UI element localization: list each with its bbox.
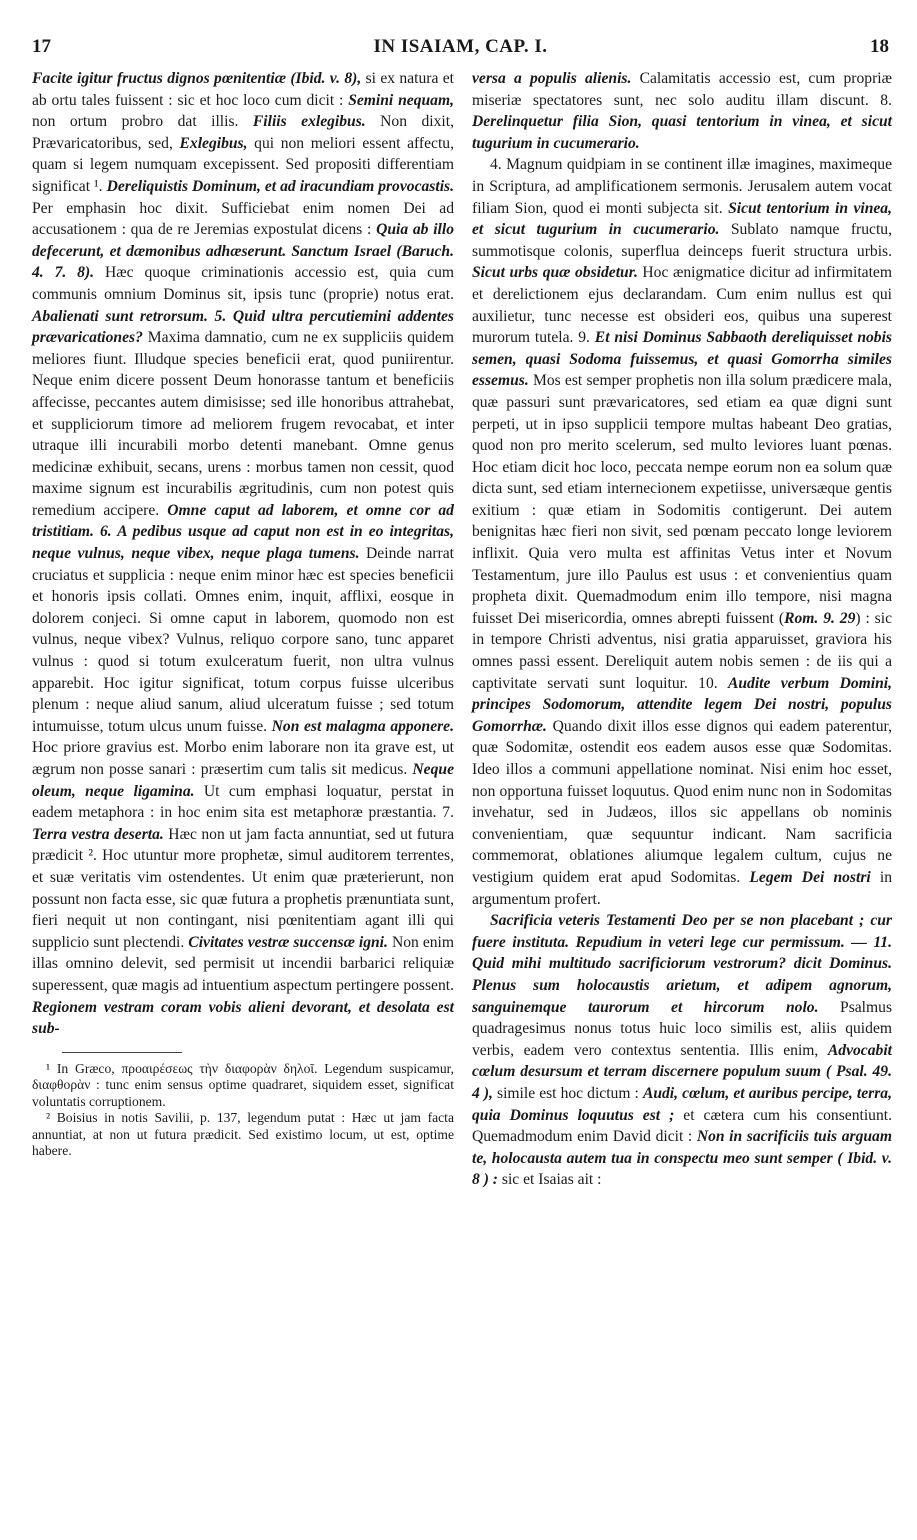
- commentary-text: et cætera cum his consentiunt. Quemadmodum enim David dicit :: [472, 1106, 892, 1146]
- quoted-scripture: Quia ab illo defecerunt, et dæmonibus adhæserunt. Sanctum Israel (Baruch. 4. 7. 8).: [32, 221, 455, 282]
- footnote-2: ² Boisius in notis Savilii, p. 137, legendum putat : Hæc ut jam facta annuntiat, at non ut futura prædicit. Sed existimo locum, ut est, optime habere.: [32, 1110, 454, 1159]
- running-title: IN ISAIAM, CAP. I.: [373, 36, 548, 57]
- quoted-scripture: Civitates vestræ succensæ igni.: [188, 933, 388, 951]
- quoted-scripture: Regionem vestram coram vobis alieni devorant, et desolata est sub-: [32, 998, 454, 1038]
- commentary-text: qui non meliori essent affectu, quam si legem numquam excepissent. Sed propositi differentiam significat ¹.: [32, 134, 454, 195]
- commentary-text: Non enim illas omnino delevit, sed permisit ut incendii barbarici reliquiæ superessent, quæ magis ad intuentium aspectum pertingere possent.: [32, 933, 454, 994]
- commentary-text: sic et Isaias ait :: [497, 1171, 602, 1189]
- quoted-scripture: Dereliquistis Dominum, et ad iracundiam provocastis.: [106, 177, 454, 195]
- left-page-number: 17: [32, 36, 51, 57]
- left-column: [32, 68, 454, 1160]
- quoted-scripture: Sacrificia veteris Testamenti Deo per se non placebant ; cur fuere instituta. Repudium in veteri lege cur permissum. — 11. Quid mihi multitudo sacrificiorum vestrorum? dicit Dominus. Plenus sum holocaustis arietum, et adipem agnorum, sanguinemque taurorum et hircorum nolo.: [472, 912, 892, 1016]
- right-column-text: [472, 68, 892, 1191]
- quoted-scripture: Semini nequam,: [348, 91, 454, 109]
- commentary-text: Hæc quoque criminationis accessio est, quia cum communis omnium Dominus sit, ipsis tunc (proprie) notus erat.: [32, 264, 454, 303]
- commentary-text: simile est hoc dictum :: [492, 1084, 643, 1102]
- right-column: [472, 68, 892, 1191]
- quoted-scripture: Non est malagma apponere.: [271, 717, 454, 735]
- commentary-text: Hoc ænigmatice dicitur ad infirmitatem et derelictionem ejus declarandam. Cum enim nullus est qui auxilietur, tunc necesse est obsideri eos, quibus una superest murorum tutela. 9.: [472, 264, 892, 347]
- quoted-scripture: Et nisi Dominus Sabbaoth dereliquisset nobis semen, quasi Sodoma fuissemus, et quasi Gomorrha similes essemus.: [472, 329, 892, 390]
- left-column-text: [32, 68, 454, 1040]
- commentary-text: Non dixit, Prævaricatoribus, sed,: [32, 113, 454, 152]
- quoted-scripture: versa a populis alienis.: [472, 70, 632, 87]
- quoted-scripture: Derelinquetur filia Sion, quasi tentorium in vinea, et sicut tugurium in cucumerario.: [472, 113, 892, 152]
- commentary-text: Psalmus quadragesimus nonus totus huic loco similis est, aliis quidem verbis, eadem vero contextus sententia. Illis enim,: [472, 998, 893, 1059]
- commentary-text: Maxima damnatio, cum ne ex suppliciis quidem meliores fiunt. Illudque species beneficii erat, quod puniirentur. Neque enim dicere possent Deum honorasse tantum et beneficiis affecisse, peccantes autem dimisisse; sed ille honoribus attrahebat, et suppliciorum timore ad meliorem frugem revocabat, et inter utraque illi incurabili morbo detenti manebant. Omne genus medicinæ exhibuit, secans, urens : morbus tamen non cessit, quod maxime signum est incurabilis ægritudinis, cum non potest quis remedium accipere.: [32, 329, 454, 519]
- page-header: [32, 36, 889, 60]
- quoted-scripture: Abalienati sunt retrorsum. 5. Quid ultra percutiemini addentes prævaricationes?: [32, 307, 454, 347]
- quoted-scripture: Rom. 9. 29: [784, 609, 856, 627]
- commentary-text: 4. Magnum quidpiam in se continent illæ imagines, maximeque in Scriptura, ad amplificationem sermonis. Jerusalem autem vocat filiam Sion, quod ei monti subjecta sit.: [472, 156, 892, 217]
- quoted-scripture: Filiis exlegibus.: [252, 113, 366, 131]
- quoted-scripture: Exlegibus,: [179, 134, 248, 152]
- footnote-1: ¹ In Græco, προαιρέσεως τὴν διαφορὰν δηλοῖ. Legendum suspicamur, διαφθορὰν : tunc enim sensus optime quadraret, siquidem esset, significat voluntatis corruptionem.: [32, 1060, 454, 1109]
- commentary-text: Hoc priore gravius est. Morbo enim laborare non ita grave est, ut ægrum non posse sanari : præsertim cum talis sit medicus.: [32, 739, 454, 778]
- quoted-scripture: Advocabit cœlum desursum et terram discernere populum suum ( Psal. 49. 4 ),: [472, 1041, 892, 1102]
- right-column-paragraph: [472, 68, 892, 154]
- left-column-paragraph: [32, 68, 454, 1040]
- quoted-scripture: Audi, cœlum, et auribus percipe, terra, quia Dominus loquutus est ;: [472, 1084, 892, 1124]
- quoted-scripture: Omne caput ad laborem, et omne cor ad tristitiam. 6. A pedibus usque ad caput non est in eo integritas, neque vulnus, neque vibex, neque plaga tumens.: [32, 501, 454, 563]
- quoted-scripture: Legem Dei nostri: [749, 868, 871, 886]
- commentary-text: in argumentum profert.: [472, 868, 892, 908]
- quoted-scripture: Sicut tentorium in vinea, et sicut tugurium in cucumerario.: [472, 199, 892, 239]
- footnotes: [32, 1061, 454, 1160]
- quoted-scripture: Facite igitur fructus dignos pœnitentiæ (Ibid. v. 8),: [32, 70, 362, 87]
- commentary-text: Hæc non ut jam facta annuntiat, sed ut futura prædicit ². Hoc utuntur more prophetæ, simul auditorem terrentes, et suæ veritatis vim ostendentes. Ut enim quæ præterierunt, non possunt non facta esse, sic quæ futura a prophetis prænuntiata sunt, fieri nequit ut non contingant, nisi pœnitentiam agant illi qui supplicio sunt plectendi.: [32, 825, 454, 951]
- quoted-scripture: Audite verbum Domini, principes Sodomorum, attendite legem Dei nostri, populus Gomorrhæ.: [472, 674, 893, 735]
- commentary-text: Deinde narrat cruciatus et supplicia : neque enim minor hæc est species beneficii et honoris ipsis collati. Omnes enim, inquit, afflixi, eosque in dolorem conjeci. Si omne caput in laborem, quomodo non est vulnus, neque vibex? Vulnus, reliquo corpore sano, tunc apparet vulnus : quod si totum exulceratum fuerit, non ultra vulnus apparebit. Hoc igitur significat, totum corpus fuisse ulceribus plenum : neque aliud sanum, aliud ulceratum fuisse ; sed totum intumuisse, totum ulcus unum fuisse.: [32, 545, 455, 735]
- commentary-text: ) : sic in tempore Christi adventus, nisi gratia apparuisset, graviora his omnes passi essent. Dereliquit autem nobis semen : de iis qui a captivitate servati sunt loquitur. 10.: [472, 609, 893, 692]
- commentary-text: Quando dixit illos esse dignos qui eadem paterentur, quæ Sodomitæ, ostendit eos eadem ausos esse quæ Sodomitas. Ideo illos a communi appellatione nominat. Nisi enim hoc esset, non opportuna fuisset loquutus. Quod enim nunc non in Sodomitas invehatur, sed in Judæos, illos sic appellans ob nominis convenientiam, quæ sequuntur indicant. Nam sacrificia commemorat, oblationes aliumque legalem cultum, cujus ne vestigium quidem erat apud Sodomitas.: [472, 717, 892, 886]
- quoted-scripture: Non in sacrificiis tuis arguam te, holocausta autem tua in conspectu meo sunt semper ( Ibid. v. 8 ) :: [472, 1128, 892, 1189]
- right-page-number: 18: [870, 36, 889, 57]
- quoted-scripture: Neque oleum, neque ligamina.: [32, 761, 454, 800]
- quoted-scripture: Sicut urbs quæ obsidetur.: [472, 264, 638, 282]
- commentary-text: Sublato namque fructu, summotisque colonis, superflua deinceps fuerit structura urbis.: [472, 221, 892, 260]
- commentary-text: Ut cum emphasi loquatur, perstat in eadem metaphora : in hoc enim sita est metaphoræ præstantia. 7.: [32, 782, 454, 822]
- footnote-divider: [62, 1052, 182, 1053]
- commentary-text: non ortum probro dat illis.: [32, 113, 253, 131]
- commentary-text: Mos est semper prophetis non illa solum prædicere mala, quæ passuri sunt prævaricatores, sed etiam ea quæ digni sunt perpeti, ut in ipso supplicii tempore multas habeant Deo gratias, quod non pro merito scelerum, sed multo leviores luant pœnas. Hoc etiam dicit hoc loco, peccata nempe eorum non ea solum quæ dicta sunt, sed etiam internecionem expetiisse, universæque gentis exitium : quæ etiam in Sodomitis contigerunt. Dei autem benignitas hæc fieri non sivit, sed pœnam peccato longe leviorem inflixit. Quia vero multa est affinitas Vetus inter et Novum Testamentum, jure illo Paulus est usus : et convenientius quam propheta dixit. Quemadmodum enim illo tempore, nisi magna fuisset Dei misericordia, omnes abrepti fuissent (: [472, 372, 892, 627]
- right-column-paragraph: [472, 910, 892, 1191]
- commentary-text: Per emphasin hoc dixit. Sufficiebat enim nomen Dei ad accusationem : qua de re Jeremias expostulat dicens :: [32, 199, 454, 239]
- quoted-scripture: Terra vestra deserta.: [32, 825, 164, 843]
- commentary-text: Calamitatis accessio est, cum propriæ miseriæ spectatores sunt, nec solo auditu illam discunt. 8.: [472, 70, 893, 109]
- commentary-text: si ex natura et ab ortu tales fuissent : sic et hoc loco cum dicit :: [32, 70, 454, 109]
- right-column-paragraph: [472, 154, 892, 910]
